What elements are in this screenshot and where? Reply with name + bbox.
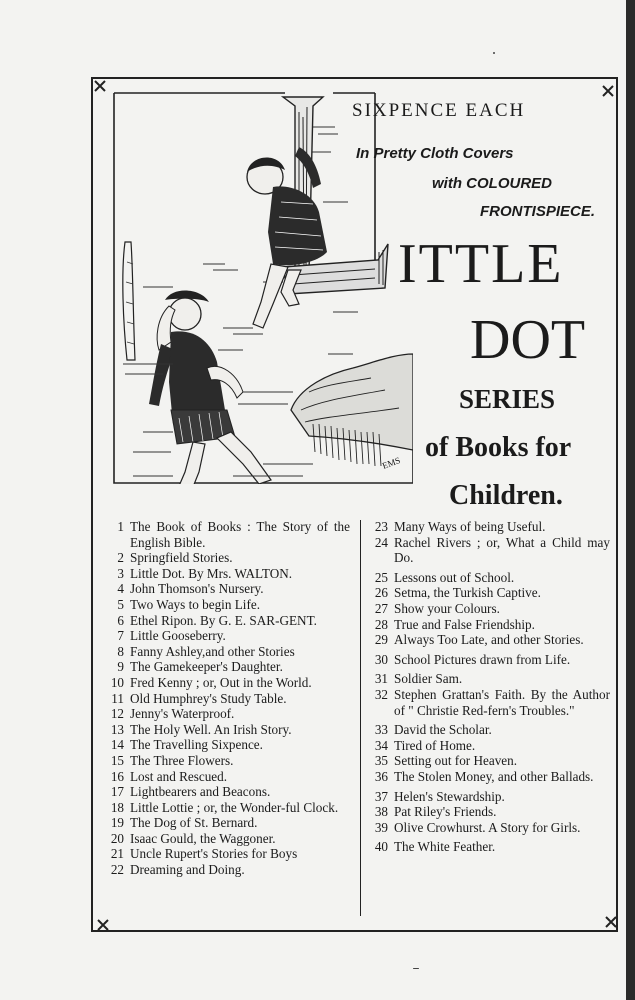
book-number: 12 [110, 706, 124, 722]
book-number: 34 [374, 737, 388, 753]
book-number: 3 [117, 565, 124, 581]
book-title: Ethel Ripon. By G. E. SAR-GENT. [130, 612, 317, 628]
corner-ornament-icon [93, 79, 107, 93]
book-title: The Stolen Money, and other Ballads. [394, 768, 594, 784]
book-number: 24 [374, 534, 388, 550]
book-entry [100, 613, 350, 629]
book-title: Show your Colours. [394, 600, 500, 616]
book-entry [364, 570, 610, 586]
book-entry [364, 671, 610, 687]
series-title-little: ITTLE [398, 233, 564, 295]
book-title: School Pictures drawn from Life. [394, 651, 571, 667]
book-entry [364, 789, 610, 805]
book-number: 18 [110, 799, 124, 815]
book-number: 32 [374, 686, 388, 702]
book-entry [100, 628, 350, 644]
book-title: John Thomson's Nursery. [130, 581, 264, 597]
book-number: 22 [110, 862, 124, 878]
book-title: Fred Kenny ; or, Out in the World. [130, 674, 312, 690]
book-number: 8 [117, 643, 124, 659]
book-number: 38 [374, 804, 388, 820]
book-number: 26 [374, 585, 388, 601]
book-title: Rachel Rivers ; or, What a Child may Do. [394, 534, 610, 566]
engraver-monogram: EMS [380, 455, 402, 471]
book-entry [100, 862, 350, 878]
book-entry [100, 815, 350, 831]
book-entry [100, 784, 350, 800]
series-title-dot: DOT [470, 309, 586, 371]
book-entry [364, 632, 610, 648]
book-title: Little Dot. By Mrs. WALTON. [130, 565, 293, 581]
paper-speck [493, 52, 495, 54]
subtitle-line-1: of Books for [425, 432, 572, 463]
book-title: The Dog of St. Bernard. [130, 815, 258, 831]
book-number: 1 [117, 519, 124, 534]
book-title: Lightbearers and Beacons. [130, 784, 271, 800]
book-entry [364, 839, 610, 855]
book-title: The Book of Books : The Story of the English Bible. [130, 519, 350, 550]
paper-speck [413, 968, 419, 969]
book-entry [100, 769, 350, 785]
book-title: Uncle Rupert's Stories for Boys [130, 846, 298, 862]
book-title: David the Scholar. [394, 722, 492, 738]
page-edge-shadow [626, 0, 635, 1000]
book-title: The Travelling Sixpence. [130, 737, 263, 753]
frontispiece-line: FRONTISPIECE. [480, 203, 596, 220]
book-entry [364, 535, 610, 566]
book-title: Old Humphrey's Study Table. [130, 690, 287, 706]
book-list-left [100, 519, 350, 878]
book-entry [100, 706, 350, 722]
book-entry [364, 769, 610, 785]
book-number: 5 [117, 596, 124, 612]
book-title: Lost and Rescued. [130, 768, 228, 784]
book-entry [364, 687, 610, 718]
book-number: 6 [117, 612, 124, 628]
book-entry [100, 831, 350, 847]
book-title: The Holy Well. An Irish Story. [130, 721, 292, 737]
book-number: 37 [374, 788, 388, 804]
book-entry [100, 675, 350, 691]
book-entry [100, 846, 350, 862]
book-title: Stephen Grattan's Faith. By the Author of " Christie Red-fern's Troubles." [394, 686, 610, 718]
book-number: 19 [110, 815, 124, 831]
book-entry [100, 519, 350, 550]
book-number: 27 [374, 600, 388, 616]
book-number: 4 [117, 581, 124, 597]
book-title: Many Ways of being Useful. [394, 519, 546, 534]
book-number: 11 [111, 690, 124, 706]
book-title: Setma, the Turkish Captive. [394, 585, 541, 601]
book-entry [364, 617, 610, 633]
book-title: Always Too Late, and other Stories. [394, 632, 584, 648]
cover-description: In Pretty Cloth Covers [356, 145, 514, 162]
book-entry [100, 644, 350, 660]
book-entry [100, 737, 350, 753]
book-number: 13 [110, 721, 124, 737]
book-title: Olive Crowhurst. A Story for Girls. [394, 819, 581, 835]
book-number: 25 [374, 569, 388, 585]
book-title: The Three Flowers. [130, 752, 234, 768]
book-entry [100, 722, 350, 738]
book-title: Dreaming and Doing. [130, 862, 245, 878]
book-entry [364, 753, 610, 769]
book-title: Soldier Sam. [394, 671, 463, 687]
book-number: 39 [374, 819, 388, 835]
book-entry [364, 738, 610, 754]
book-title: True and False Friendship. [394, 616, 535, 632]
book-title: Springfield Stories. [130, 550, 233, 566]
series-label: SERIES [459, 384, 556, 414]
book-title: Little Lottie ; or, the Wonder-ful Clock. [130, 799, 339, 815]
book-title: Setting out for Heaven. [394, 753, 518, 769]
book-entry [100, 597, 350, 613]
corner-ornament-icon [601, 84, 615, 98]
book-entry [100, 566, 350, 582]
subtitle-line-2: Children. [449, 480, 563, 511]
book-entry [364, 519, 610, 535]
book-number: 21 [110, 846, 124, 862]
book-number: 10 [110, 674, 124, 690]
book-title: Lessons out of School. [394, 569, 515, 585]
book-number: 15 [110, 752, 124, 768]
book-title: The Gamekeeper's Daughter. [130, 659, 283, 675]
book-number: 29 [374, 632, 388, 648]
book-number: 35 [374, 753, 388, 769]
corner-ornament-icon [96, 918, 110, 932]
book-number: 28 [374, 616, 388, 632]
book-entry [100, 691, 350, 707]
book-entry [364, 585, 610, 601]
book-entry [364, 722, 610, 738]
book-number: 9 [117, 659, 124, 675]
corner-ornament-icon [604, 915, 618, 929]
book-number: 2 [117, 550, 124, 566]
book-entry [364, 804, 610, 820]
book-entry [100, 659, 350, 675]
price-heading: SIXPENCE EACH [352, 100, 526, 121]
book-title: Helen's Stewardship. [394, 788, 505, 804]
book-title: Little Gooseberry. [130, 628, 226, 644]
book-entry [100, 800, 350, 816]
book-number: 23 [374, 519, 388, 534]
column-divider [360, 520, 361, 916]
book-title: Tired of Home. [394, 737, 476, 753]
book-number: 33 [374, 722, 388, 738]
book-number: 30 [374, 651, 388, 667]
book-number: 14 [110, 737, 124, 753]
book-title: Two Ways to begin Life. [130, 596, 260, 612]
book-title: Isaac Gould, the Waggoner. [130, 830, 276, 846]
book-number: 31 [374, 671, 388, 687]
book-number: 7 [117, 628, 124, 644]
book-entry [100, 753, 350, 769]
book-entry [100, 581, 350, 597]
book-title: Pat Riley's Friends. [394, 804, 497, 820]
book-number: 36 [374, 768, 388, 784]
book-title: The White Feather. [394, 839, 496, 855]
book-number: 20 [110, 830, 124, 846]
book-title: Jenny's Waterproof. [130, 706, 235, 722]
book-number: 16 [110, 768, 124, 784]
coloured-line: with COLOURED [432, 175, 552, 192]
book-list-right [364, 519, 610, 855]
book-title: Fanny Ashley,and other Stories [130, 643, 295, 659]
book-entry [364, 652, 610, 668]
book-number: 40 [374, 839, 388, 855]
book-number: 17 [110, 784, 124, 800]
book-entry [364, 601, 610, 617]
book-entry [364, 820, 610, 836]
book-entry [100, 550, 350, 566]
